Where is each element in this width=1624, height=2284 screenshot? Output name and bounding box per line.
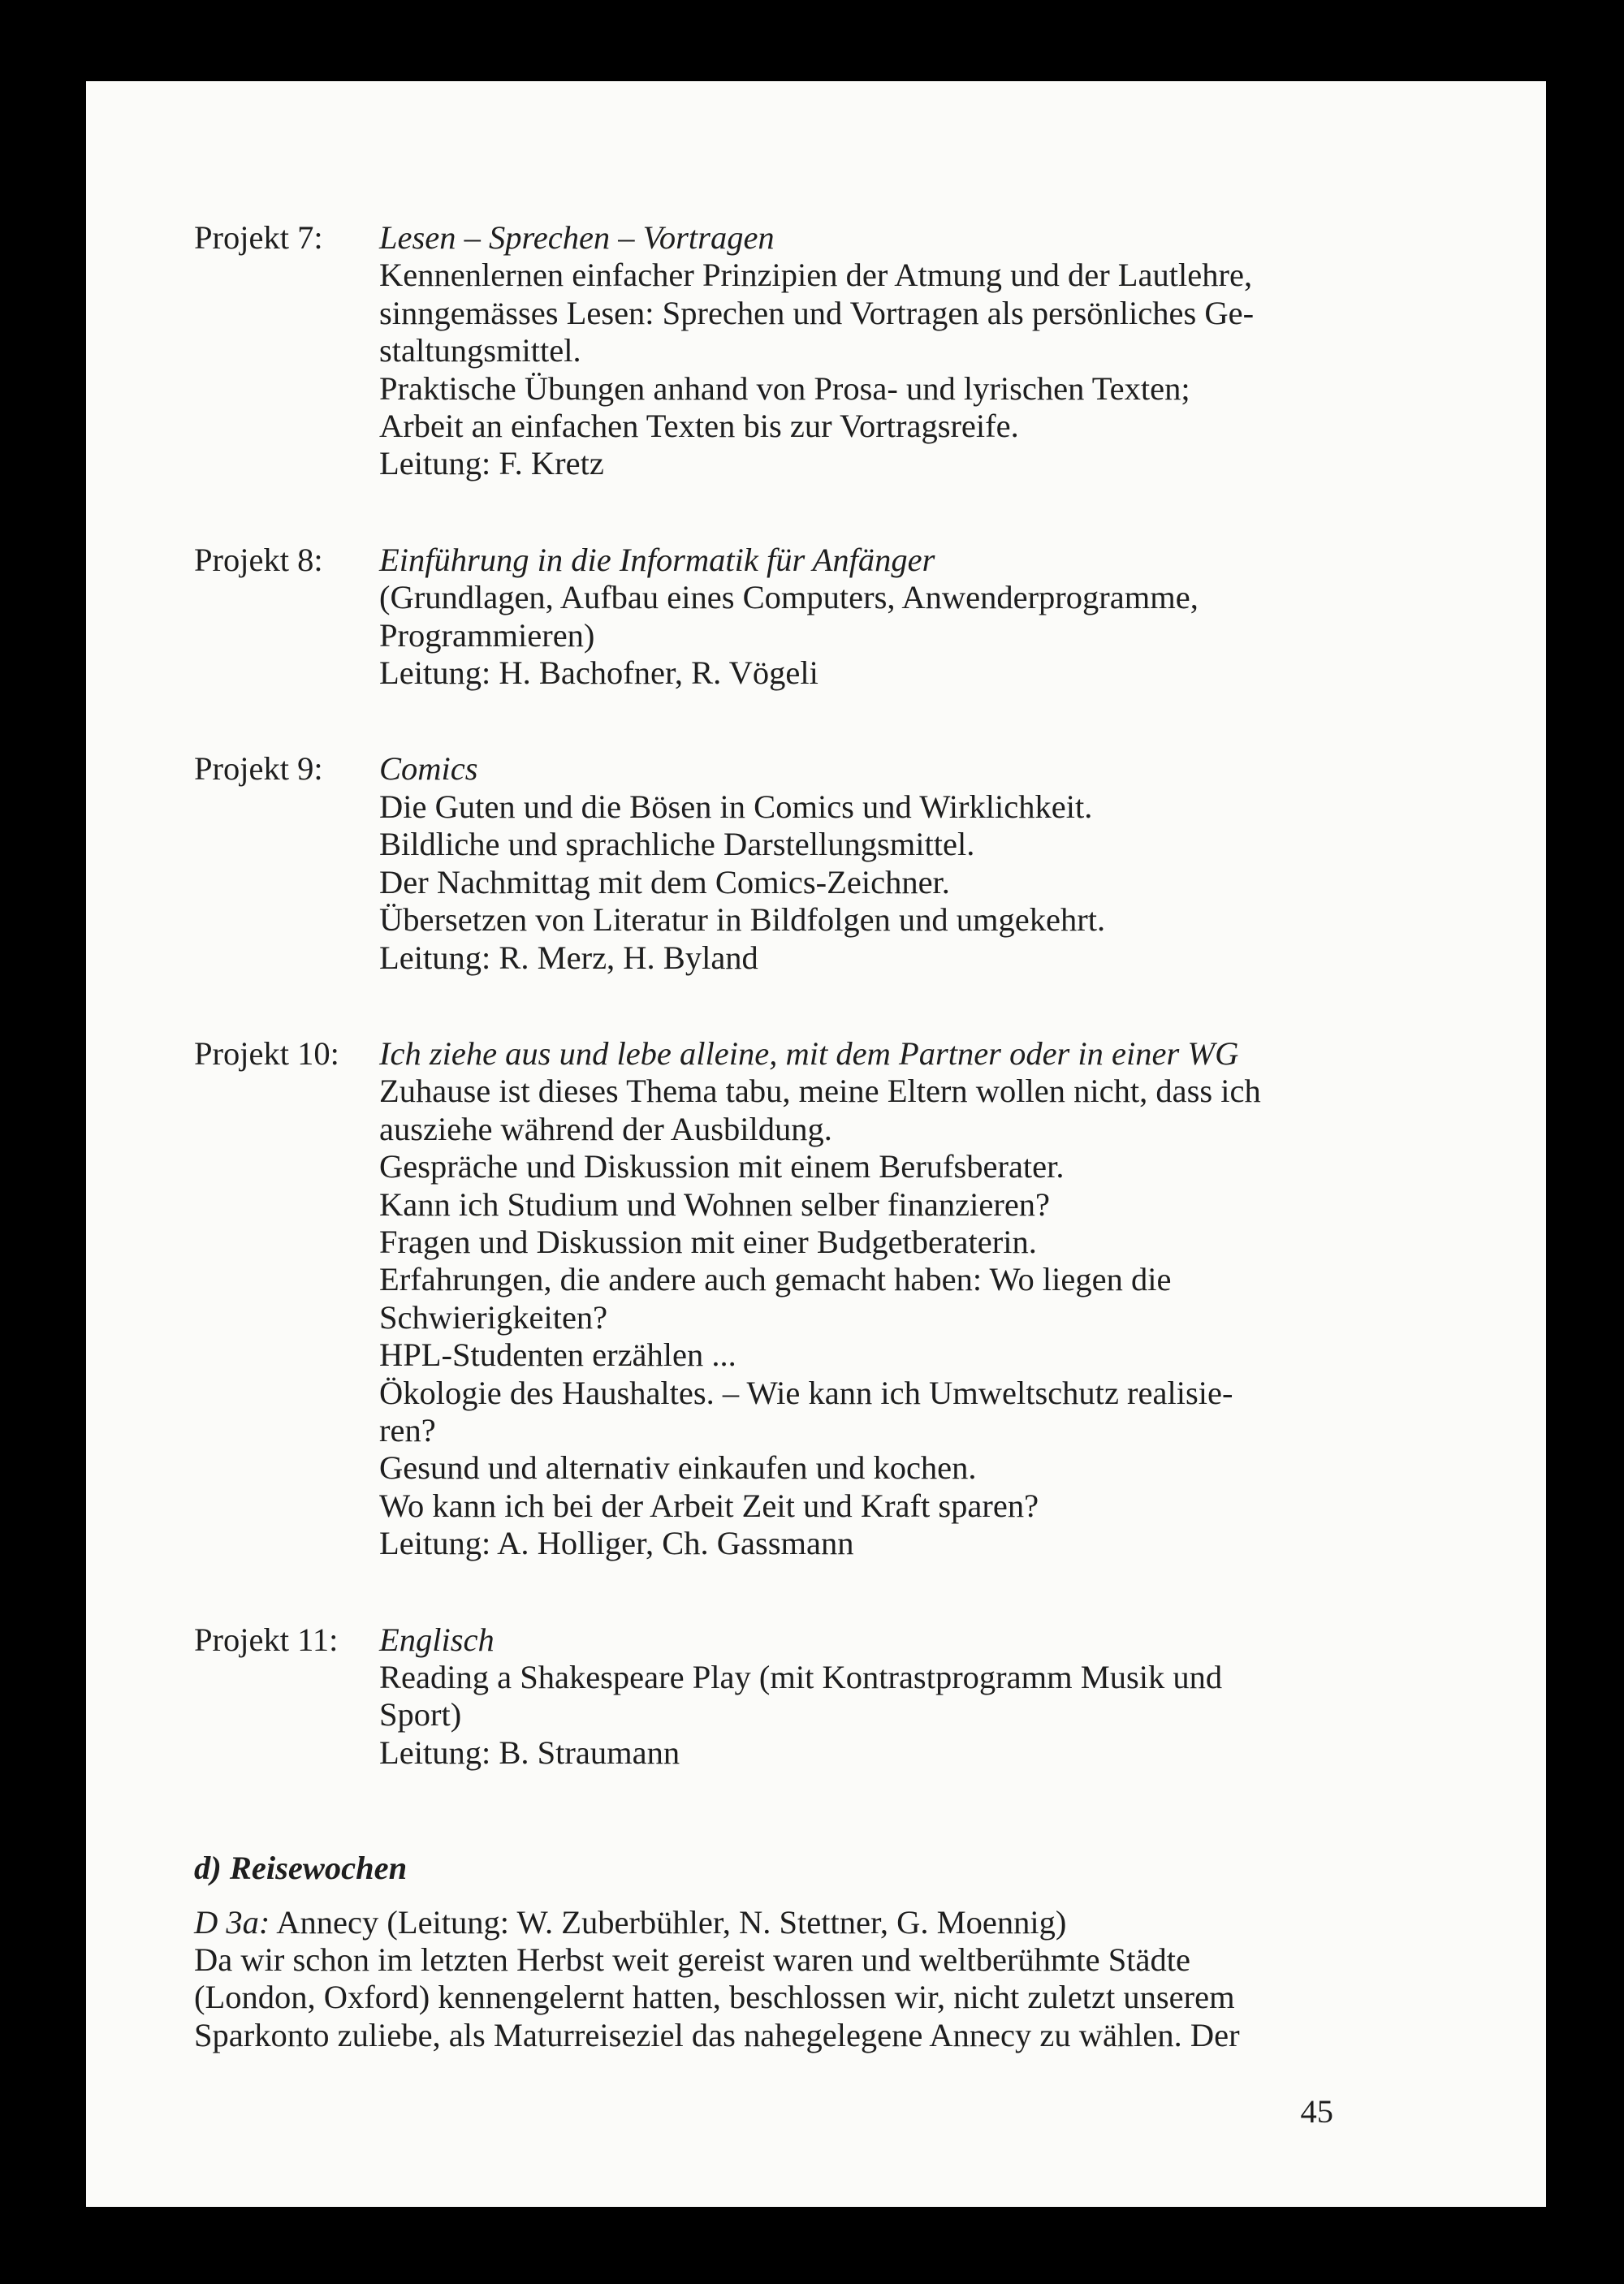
project-line: ren? [379, 1411, 436, 1449]
project-10 [194, 1035, 1422, 1563]
section-body [194, 1904, 1422, 2055]
project-line: Fragen und Diskussion mit einer Budgetberaterin. [379, 1223, 1037, 1260]
project-line: Gespräche und Diskussion mit einem Berufsberater. [379, 1148, 1065, 1185]
project-line: Praktische Übungen anhand von Prosa- und lyrischen Texten; [379, 369, 1190, 407]
project-body [379, 1035, 1422, 1563]
project-line: sinngemässes Lesen: Sprechen und Vortragen als persönliches Ge- [379, 294, 1255, 331]
project-line: Arbeit an einfachen Texten bis zur Vortragsreife. [379, 408, 1019, 445]
project-title: Englisch [379, 1621, 495, 1658]
project-line: Bildliche und sprachliche Darstellungsmittel. [379, 826, 975, 863]
project-body [379, 1621, 1422, 1772]
project-title: Comics [379, 750, 478, 788]
project-line: Erfahrungen, die andere auch gemacht haben: Wo liegen die [379, 1261, 1172, 1298]
section-subheading [194, 1904, 1422, 1941]
project-leitung: Leitung: A. Holliger, Ch. Gassmann [379, 1525, 854, 1562]
project-line: Der Nachmittag mit dem Comics-Zeichner. [379, 863, 950, 900]
project-body [379, 219, 1422, 483]
project-8 [194, 542, 1422, 693]
project-label: Projekt 11: [194, 1621, 339, 1658]
project-leitung: Leitung: R. Merz, H. Byland [379, 939, 758, 976]
project-title: Ich ziehe aus und lebe alleine, mit dem Partner oder in einer WG [379, 1034, 1239, 1072]
project-label: Projekt 9: [194, 750, 323, 788]
project-7 [194, 219, 1422, 483]
project-body [379, 750, 1422, 976]
project-label: Projekt 7: [194, 219, 323, 256]
section-sub-label: D 3a: [194, 1903, 270, 1941]
page-number: 45 [1300, 2093, 1333, 2130]
project-line: Schwierigkeiten? [379, 1298, 608, 1336]
project-line: Programmieren) [379, 616, 595, 654]
project-leitung: Leitung: B. Straumann [379, 1734, 680, 1771]
document-page [86, 81, 1546, 2207]
project-body [379, 542, 1422, 693]
paragraph-line: Sparkonto zuliebe, als Maturreiseziel das nahegelegene Annecy zu wählen. Der [194, 2016, 1240, 2053]
project-leitung: Leitung: H. Bachofner, R. Vögeli [379, 654, 818, 692]
project-line: staltungsmittel. [379, 332, 581, 369]
project-line: ausziehe während der Ausbildung. [379, 1110, 832, 1147]
project-line: Zuhause ist dieses Thema tabu, meine Eltern wollen nicht, dass ich [379, 1073, 1261, 1110]
project-line: Sport) [379, 1696, 462, 1734]
project-title: Lesen – Sprechen – Vortragen [379, 219, 775, 256]
section-heading: d) Reisewochen [194, 1850, 408, 1887]
project-leitung: Leitung: F. Kretz [379, 445, 604, 482]
project-line: HPL-Studenten erzählen ... [379, 1336, 736, 1374]
project-line: Übersetzen von Literatur in Bildfolgen und umgekehrt. [379, 901, 1106, 939]
project-line: Die Guten und die Bösen in Comics und Wirklichkeit. [379, 788, 1093, 825]
page-content [194, 219, 1422, 2054]
project-11 [194, 1621, 1422, 1772]
section-sub-text: Annecy (Leitung: W. Zuberbühler, N. Stettner, G. Moennig) [276, 1903, 1067, 1941]
project-line: Reading a Shakespeare Play (mit Kontrastprogramm Musik und [379, 1659, 1223, 1695]
project-line: Ökologie des Haushaltes. – Wie kann ich Umweltschutz realisie- [379, 1374, 1233, 1411]
project-line: Gesund und alternativ einkaufen und kochen. [379, 1449, 977, 1487]
project-line: Kann ich Studium und Wohnen selber finanzieren? [379, 1185, 1051, 1223]
paragraph-line: (London, Oxford) kennengelernt hatten, beschlossen wir, nicht zuletzt unserem [194, 1979, 1235, 2016]
project-label: Projekt 8: [194, 541, 323, 578]
project-9 [194, 750, 1422, 976]
project-title: Einführung in die Informatik für Anfänger [379, 541, 935, 578]
project-label: Projekt 10: [194, 1034, 339, 1072]
project-line: Kennenlernen einfacher Prinzipien der Atmung und der Lautlehre, [379, 257, 1253, 294]
paragraph-line: Da wir schon im letzten Herbst weit gereist waren und weltberühmte Städte [194, 1941, 1191, 1979]
project-line: Wo kann ich bei der Arbeit Zeit und Kraft sparen? [379, 1487, 1039, 1524]
project-line: (Grundlagen, Aufbau eines Computers, Anwenderprogramme, [379, 579, 1199, 616]
